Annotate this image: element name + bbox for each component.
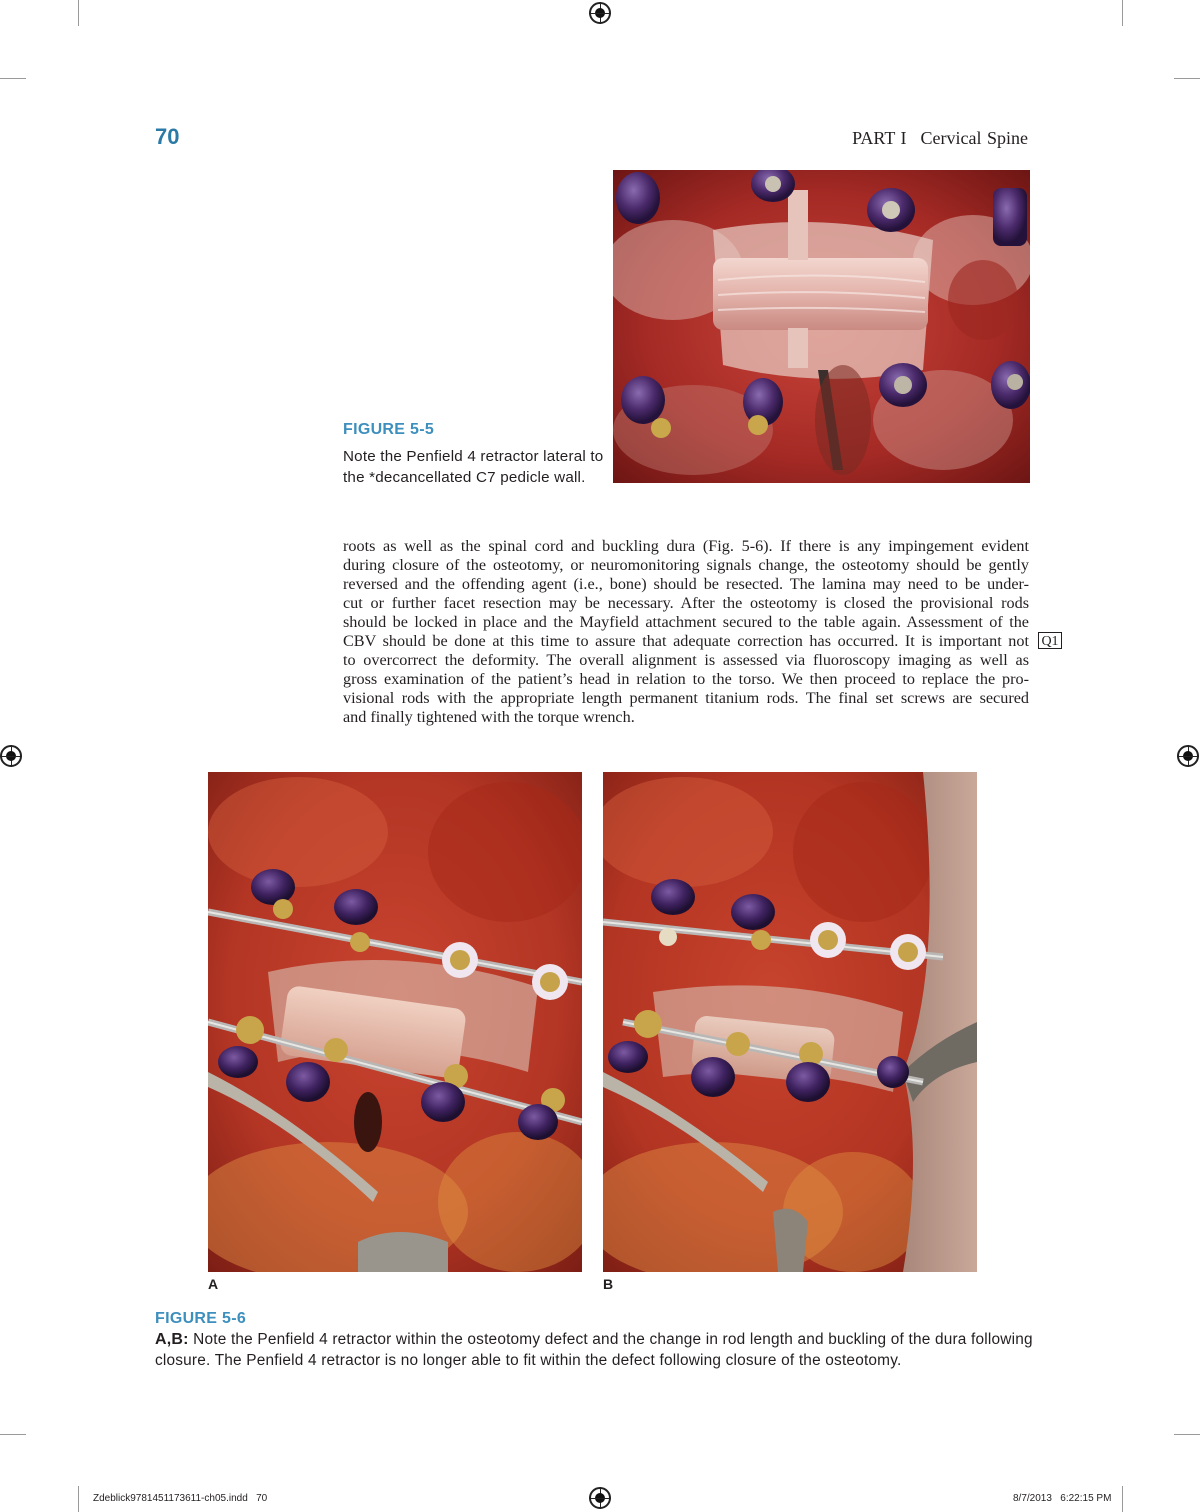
figure-5-5-label: FIGURE 5-5: [343, 421, 435, 438]
registration-mark-top-icon: [589, 2, 611, 24]
figure-5-5-caption-line-1: Note the Penfield 4 retractor lateral to: [343, 448, 604, 465]
body-line: during closure of the osteotomy, or neuromonitoring signals change, the osteotomy should be gently: [343, 556, 1029, 574]
body-line: roots as well as the spinal cord and buckling dura (Fig. 5-6). If there is any impingement evident: [343, 537, 1029, 555]
figure-5-5-caption-line-2: the *decancellated C7 pedicle wall.: [343, 469, 586, 486]
crop-mark-left-top: [0, 78, 26, 79]
registration-mark-left-icon: [0, 745, 22, 767]
figure-5-5-caption: [343, 446, 603, 488]
body-line: cut or further facet resection may be necessary. After the osteotomy is closed the provisional rods: [343, 594, 1029, 612]
running-head-part: PART I: [852, 128, 907, 148]
body-line: should be locked in place and the Mayfield attachment secured to the table again. Assessment of the: [343, 613, 1029, 631]
figure-5-6-panel-a-letter: A: [208, 1276, 219, 1292]
crop-mark-right-top: [1174, 78, 1200, 79]
crop-mark-top-right: [1122, 0, 1123, 26]
figure-5-6-caption-prefix: A,B:: [155, 1331, 189, 1348]
figure-5-6a-photo: [208, 772, 582, 1272]
body-line: and finally tightened with the torque wrench.: [343, 708, 635, 726]
body-line: gross examination of the patient’s head in relation to the torso. We then proceed to replace the pro-: [343, 670, 1029, 688]
registration-mark-bottom-icon: [589, 1487, 611, 1509]
crop-mark-right-bottom: [1174, 1434, 1200, 1435]
figure-5-6b-photo: [603, 772, 977, 1272]
footer-file-slug: Zdeblick9781451173611-ch05.indd 70: [93, 1493, 268, 1504]
body-line: reversed and the offending agent (i.e., bone) should be resected. The lamina may need to be under-: [343, 575, 1029, 593]
figure-5-5-photo: [613, 170, 1030, 483]
crop-mark-left-bottom: [0, 1434, 26, 1435]
body-paragraph: [343, 537, 1029, 727]
figure-5-6-caption-line-1: [155, 1329, 1045, 1350]
body-line: to overcorrect the deformity. The overall alignment is assessed via fluoroscopy imaging as well as: [343, 651, 1029, 669]
page-number: 70: [155, 124, 180, 149]
query-marker: Q1: [1038, 632, 1062, 649]
figure-5-6-caption: [155, 1329, 1045, 1371]
figure-5-6-label: FIGURE 5-6: [155, 1310, 247, 1327]
running-head: [852, 128, 1028, 149]
figure-5-6-caption-text-1: Note the Penfield 4 retractor within the osteotomy defect and the change in rod length and buckling of the dura following: [188, 1331, 1033, 1348]
figure-5-6-caption-line-2: closure. The Penfield 4 retractor is no longer able to fit within the defect following closure of the osteotomy.: [155, 1352, 902, 1369]
running-head-section: Cervical Spine: [920, 128, 1028, 148]
crop-mark-bottom-right: [1122, 1486, 1123, 1512]
footer-timestamp: 8/7/2013 6:22:15 PM: [1013, 1493, 1112, 1504]
crop-mark-top-left: [78, 0, 79, 26]
crop-mark-bottom-left: [78, 1486, 79, 1512]
body-line: CBV should be done at this time to assure that adequate correction has occurred. It is important not: [343, 632, 1029, 650]
registration-mark-right-icon: [1177, 745, 1199, 767]
body-line: visional rods with the appropriate length permanent titanium rods. The final set screws are secured: [343, 689, 1029, 707]
figure-5-6-panel-b-letter: B: [603, 1276, 614, 1292]
